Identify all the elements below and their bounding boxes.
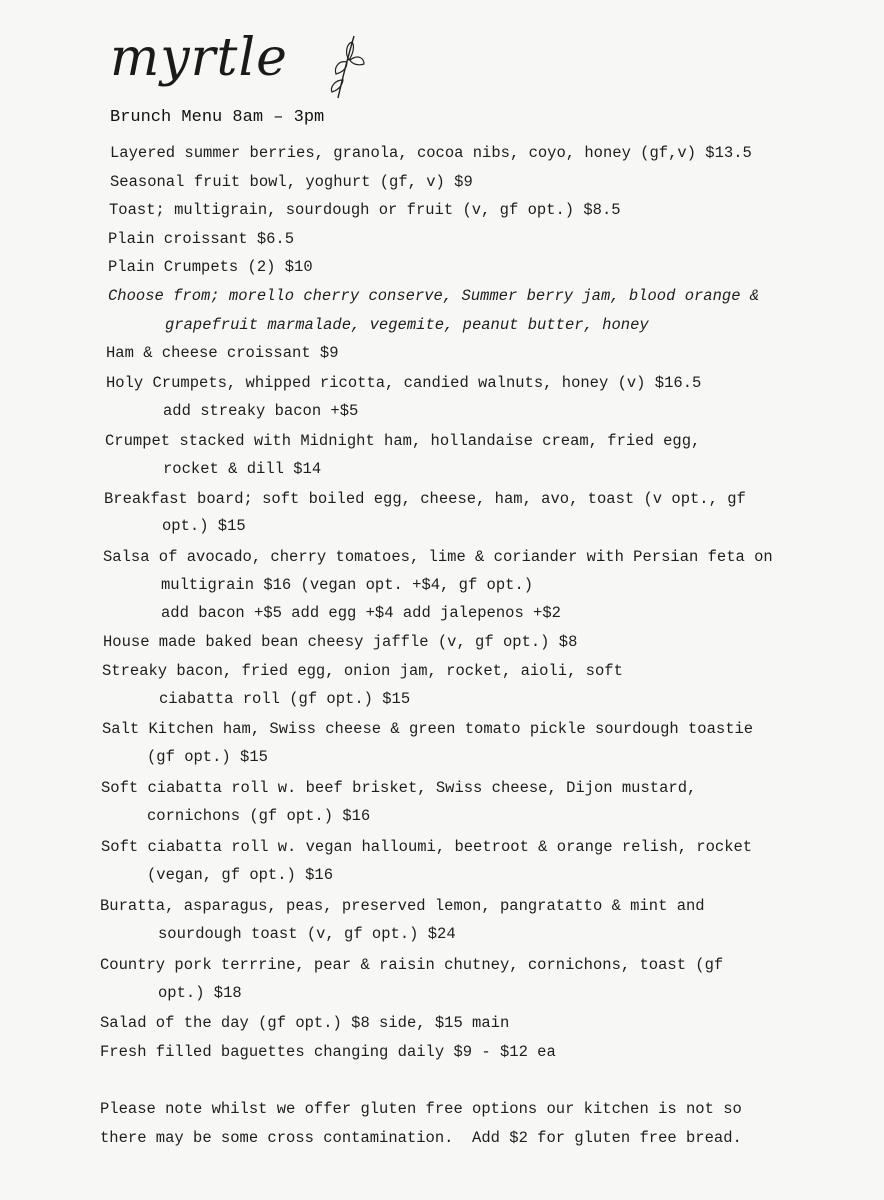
item-pork-terrine-cont: opt.) $18 xyxy=(158,984,242,1002)
item-salad: Salad of the day (gf opt.) $8 side, $15 main xyxy=(100,1014,510,1032)
item-ham-toastie: Salt Kitchen ham, Swiss cheese & green tomato pickle sourdough toastie xyxy=(102,720,754,738)
item-croissant: Plain croissant $6.5 xyxy=(108,230,295,248)
item-halloumi-roll: Soft ciabatta roll w. vegan halloumi, beetroot & orange relish, rocket xyxy=(101,838,753,856)
item-salsa-avocado: Salsa of avocado, cherry tomatoes, lime & coriander with Persian feta on xyxy=(103,548,773,566)
item-bean-jaffle: House made baked bean cheesy jaffle (v, gf opt.) $8 xyxy=(103,633,578,651)
item-holy-crumpets-cont: add streaky bacon +$5 xyxy=(163,402,359,420)
item-spreads: Choose from; morello cherry conserve, Summer berry jam, blood orange & xyxy=(108,287,760,305)
item-salsa-avocado-cont: add bacon +$5 add egg +$4 add jalepenos +$2 xyxy=(161,604,561,622)
item-crumpets: Plain Crumpets (2) $10 xyxy=(108,258,313,276)
item-holy-crumpets: Holy Crumpets, whipped ricotta, candied walnuts, honey (v) $16.5 xyxy=(106,374,702,392)
item-fruit-bowl: Seasonal fruit bowl, yoghurt (gf, v) $9 xyxy=(110,173,473,191)
item-bacon-roll-cont: ciabatta roll (gf opt.) $15 xyxy=(159,690,411,708)
item-breakfast-board-cont: opt.) $15 xyxy=(162,517,246,535)
item-ham-croissant: Ham & cheese croissant $9 xyxy=(106,344,339,362)
item-pork-terrine: Country pork terrrine, pear & raisin chutney, cornichons, toast (gf xyxy=(100,956,724,974)
item-toast: Toast; multigrain, sourdough or fruit (v, gf opt.) $8.5 xyxy=(109,201,621,219)
gluten-note-line: Please note whilst we offer gluten free options our kitchen is not so xyxy=(100,1100,742,1118)
item-baguettes: Fresh filled baguettes changing daily $9 - $12 ea xyxy=(100,1043,556,1061)
item-bacon-roll: Streaky bacon, fried egg, onion jam, rocket, aioli, soft xyxy=(102,662,623,680)
item-buratta: Buratta, asparagus, peas, preserved lemon, pangratatto & mint and xyxy=(100,897,705,915)
item-halloumi-roll-cont: (vegan, gf opt.) $16 xyxy=(147,866,334,884)
item-crumpet-stacked-cont: rocket & dill $14 xyxy=(163,460,322,478)
item-brisket-roll-cont: cornichons (gf opt.) $16 xyxy=(147,807,371,825)
item-breakfast-board: Breakfast board; soft boiled egg, cheese, ham, avo, toast (v opt., gf xyxy=(104,490,746,508)
logo-text: myrtle xyxy=(110,28,288,88)
item-salsa-avocado-cont: multigrain $16 (vegan opt. +$4, gf opt.) xyxy=(161,576,534,594)
item-crumpet-stacked: Crumpet stacked with Midnight ham, hollandaise cream, fried egg, xyxy=(105,432,701,450)
item-ham-toastie-cont: (gf opt.) $15 xyxy=(147,748,268,766)
leaf-sprig-icon xyxy=(318,30,368,100)
logo xyxy=(110,30,370,100)
gluten-note-line: there may be some cross contamination. Add $2 for gluten free bread. xyxy=(100,1129,742,1147)
item-berries: Layered summer berries, granola, cocoa nibs, coyo, honey (gf,v) $13.5 xyxy=(110,144,752,162)
menu-heading: Brunch Menu 8am – 3pm xyxy=(110,108,325,127)
item-brisket-roll: Soft ciabatta roll w. beef brisket, Swiss cheese, Dijon mustard, xyxy=(101,779,697,797)
item-buratta-cont: sourdough toast (v, gf opt.) $24 xyxy=(158,925,456,943)
item-spreads-cont: grapefruit marmalade, vegemite, peanut butter, honey xyxy=(165,316,649,334)
